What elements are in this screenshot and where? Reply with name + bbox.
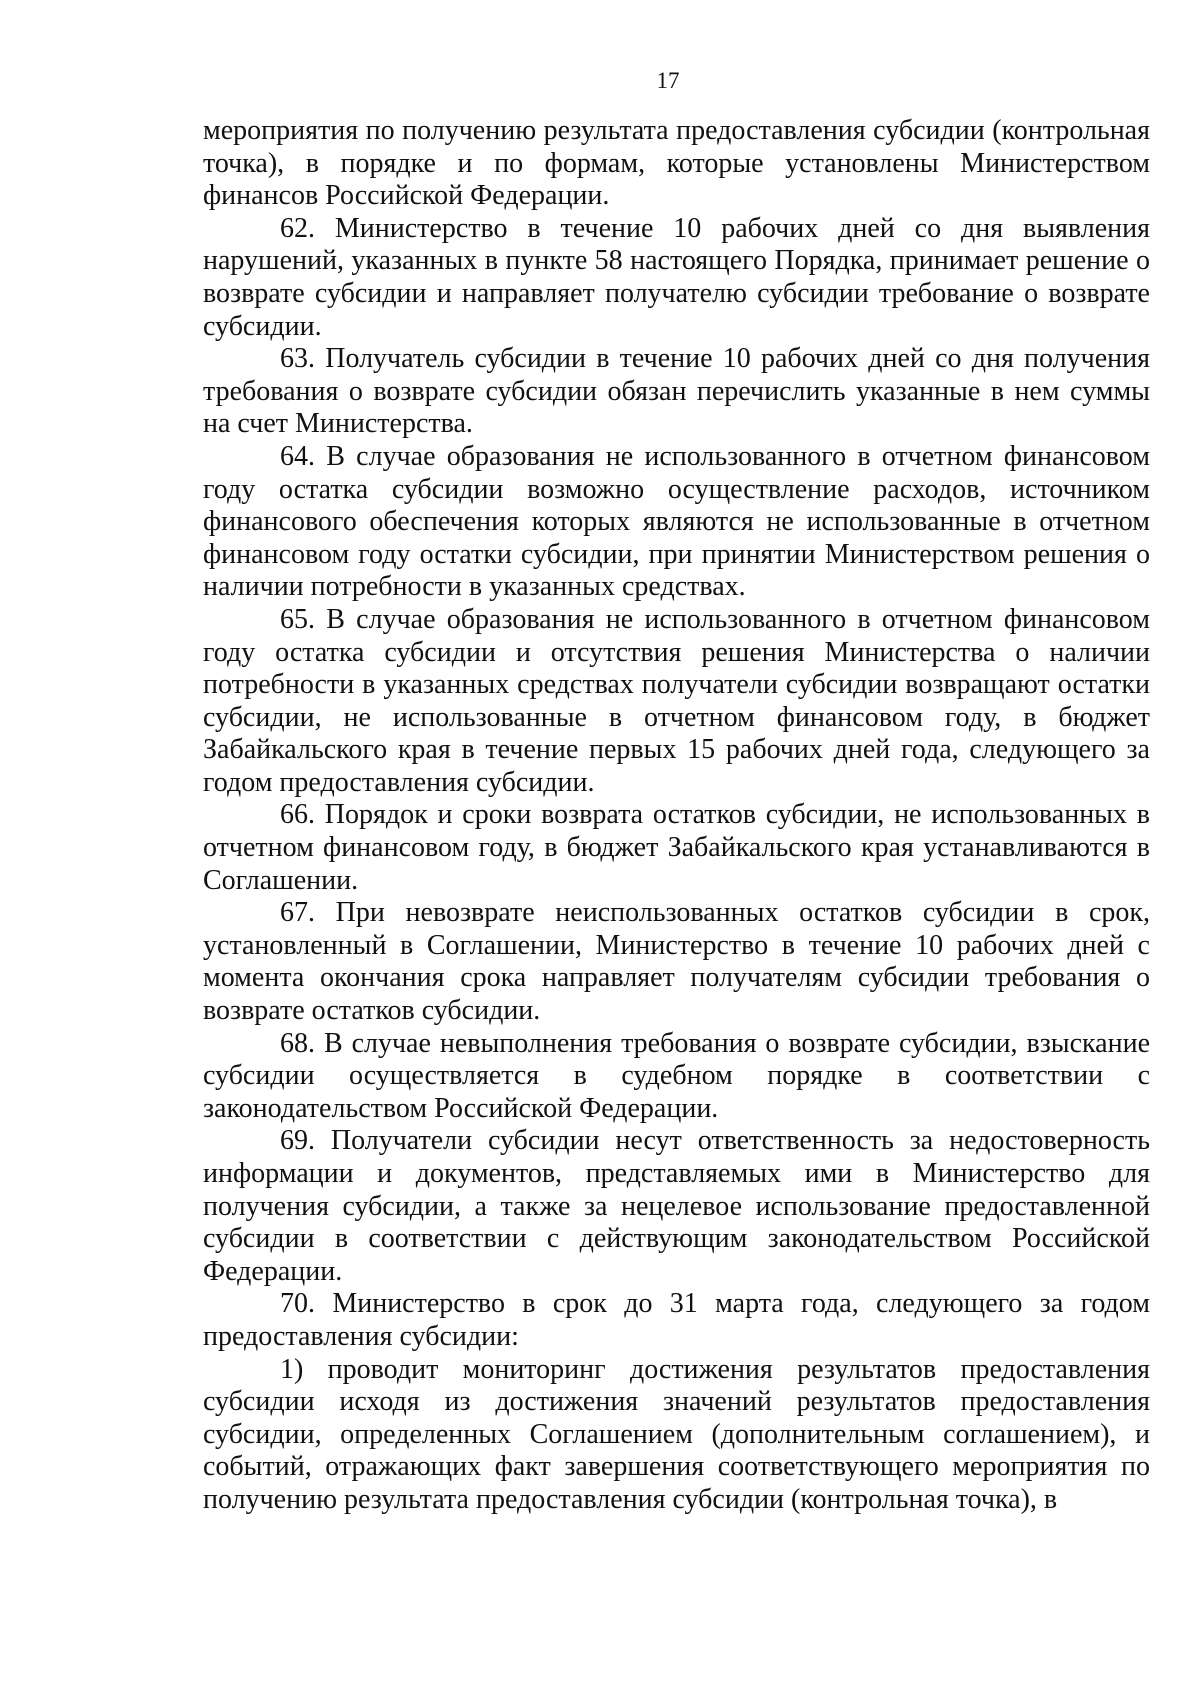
paragraph-continuation: мероприятия по получению результата предоставления субсидии (контрольная точка), в порядке и по формам, которые установлены Министерством финансов Российской Федерации. (203, 115, 1150, 212)
paragraph-70-item-1: 1) проводит мониторинг достижения результатов предоставления субсидии исходя из достижения значений результатов предоставления субсидии, определенных Соглашением (дополнительным соглашением), и событий, отражающих факт завершения соответствующего мероприятия по получению результата предоставления субсидии (контрольная точка), в (203, 1353, 1150, 1515)
paragraph-68: 68. В случае невыполнения требования о возврате субсидии, взыскание субсидии осуществляется в судебном порядке в соответствии с законодательством Российской Федерации. (203, 1027, 1150, 1124)
paragraph-67: 67. При невозврате неиспользованных остатков субсидии в срок, установленный в Соглашении, Министерство в течение 10 рабочих дней с момента окончания срока направляет получателям субсидии требования о возврате остатков субсидии. (203, 897, 1150, 1027)
paragraph-63: 63. Получатель субсидии в течение 10 рабочих дней со дня получения требования о возврате субсидии обязан перечислить указанные в нем суммы на счет Министерства. (203, 343, 1150, 440)
paragraph-69: 69. Получатели субсидии несут ответственность за недостоверность информации и документов, представляемых ими в Министерство для получения субсидии, а также за нецелевое использование предоставленной субсидии в соответствии с действующим законодательством Российской Федерации. (203, 1125, 1150, 1287)
document-body (203, 115, 1150, 1517)
paragraph-70: 70. Министерство в срок до 31 марта года, следующего за годом предоставления субсидии: (203, 1288, 1150, 1352)
paragraph-64: 64. В случае образования не использованного в отчетном финансовом году остатка субсидии возможно осуществление расходов, источником финансового обеспечения которых являются не использованные в отчетном финансовом году остатки субсидии, при принятии Министерством решения о наличии потребности в указанных средствах. (203, 440, 1150, 603)
paragraph-66: 66. Порядок и сроки возврата остатков субсидии, не использованных в отчетном финансовом году, в бюджет Забайкальского края устанавливаются в Соглашении. (203, 799, 1150, 896)
paragraph-62: 62. Министерство в течение 10 рабочих дней со дня выявления нарушений, указанных в пункте 58 настоящего Порядка, принимает решение о возврате субсидии и направляет получателю субсидии требование о возврате субсидии. (203, 212, 1150, 342)
page-number: 17 (656, 68, 680, 93)
paragraph-65: 65. В случае образования не использованного в отчетном финансовом году остатка субсидии и отсутствия решения Министерства о наличии потребности в указанных средствах получатели субсидии возвращают остатки субсидии, не использованные в отчетном финансовом году, в бюджет Забайкальского края в течение первых 15 рабочих дней года, следующего за годом предоставления субсидии. (203, 603, 1150, 798)
